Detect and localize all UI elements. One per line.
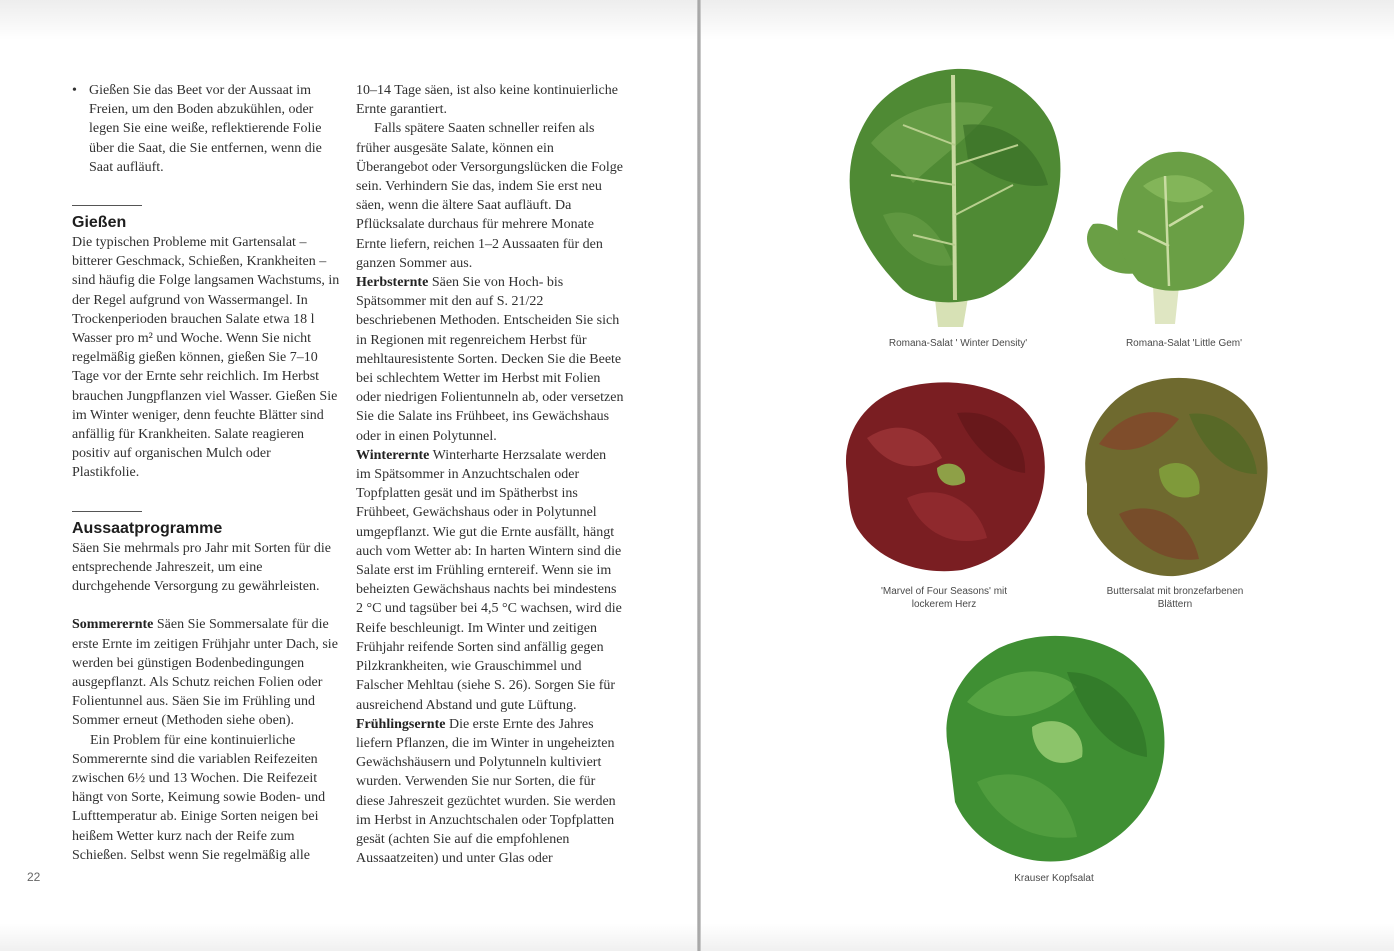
little-gem-lettuce-photo [1083, 146, 1253, 328]
section-divider [72, 205, 142, 206]
little-gem-leaves [1117, 152, 1244, 291]
crisp-lettuce-photo [937, 632, 1171, 864]
bullet-item [72, 81, 340, 177]
continuation-paragraph: 10–14 Tage säen, ist also keine kontinuierliche Ernte garantiert. [356, 83, 618, 118]
winter-text: Winterharte Herzsalate werden im Spätsommer in Anzuchtschalen oder Topfplatten gesät und im Spätherbst ins Frühbeet, Gewächshaus oder in Polytunnel umgepflanzt. Wie gut die Ernte ausfällt, hängt auch vom Wetter ab: In harten Wintern sind die Salate erst im Frühling erntereif. Wenn sie im beheizten Gewächshaus nachts bei mindestens 2 °C und tagsüber bei 4,5 °C wachsen, wird die Reife beschleunigt. Im Winter und zeitigen Frühjahr reifende Sorten sind anfällig gegen Pilzkrankheiten, wie Grauschimmel und Falscher Mehltau (siehe S. 26). Sorgen Sie für ausreichend Abstand und gute Lüftung. [356, 447, 622, 713]
romaine-lettuce-photo [843, 65, 1067, 330]
bullet-symbol: • [72, 83, 77, 98]
red-lettuce-photo [837, 378, 1051, 574]
spring-text: Die erste Ernte des Jahres liefern Pflanzen, die im Winter in ungeheizten Gewächshäusern und Polytunneln kultiviert wurden. Verwenden Sie nur Sorten, die für diese Jahreszeit gezüchtet wurden. Sie werden im Herbst in Anzuchtschalen oder Topfplatten gesät (achten Sie auf die empfohlenen Aussaatzeiten) und unter Glas oder [356, 716, 616, 867]
section-divider [72, 511, 142, 512]
autumn-paragraph [356, 273, 624, 446]
caption-line: Romana-Salat 'Little Gem' [1125, 338, 1243, 349]
autumn-run-in: Herbsternte [356, 275, 429, 291]
section-heading-giessen: Gießen [72, 214, 127, 232]
caption-line: Romana-Salat ' Winter Density' [888, 338, 1028, 349]
text-column-1 [72, 81, 340, 865]
winter-paragraph [356, 446, 624, 715]
right-page [701, 0, 1394, 951]
caption-little-gem [1101, 337, 1267, 350]
caption-line: Buttersalat mit bronzefarbenen [1106, 586, 1244, 597]
section-heading-aussaatprogramme: Aussaatprogramme [72, 519, 223, 537]
text-column-2 [356, 81, 624, 868]
bullet-text: Gießen Sie das Beet vor der Aussaat im Freien, um den Boden abzukühlen, oder legen Sie eine weiße, reflektierende Folie über die Saat, die Sie entfernen, wenn die Saat aufläuft. [89, 83, 322, 175]
spring-run-in: Frühlingsernte [356, 716, 446, 732]
giessen-body: Die typischen Probleme mit Gartensalat – bitterer Geschmack, Schießen, Krankheiten – sind häufig die Folge langsamen Wachstums, in der Regel aufgrund von Wassermangel. In Trockenperioden brauchen Salate etwa 18 l Wasser pro m² und Woche. Wenn Sie nicht regelmäßig gießen können, gießen Sie 7–10 Tage vor der Ernte sehr reichlich. Im Herbst brauchen Jungpflanzen viel Wasser. Gießen Sie im Winter weniger, denn feuchte Blätter sind anfällig für Krankheiten. Salate reagieren positiv auf organischen Mulch oder Plastikfolie. [72, 235, 340, 481]
summer-paragraph [72, 615, 340, 730]
page-number: 22 [27, 870, 41, 884]
spring-paragraph [356, 715, 624, 869]
caption-line: 'Marvel of Four Seasons' mit [880, 586, 1008, 597]
caption-line: Krauser Kopfsalat [1014, 873, 1094, 884]
winter-run-in: Winterernte [356, 447, 430, 463]
caption-bronze-butterhead [1079, 585, 1271, 611]
caption-crisp-lettuce [954, 872, 1154, 885]
problem-paragraph: Ein Problem für eine kontinuierliche Sommerernte sind die variablen Reifezeiten zwischen 6½ und 13 Wochen. Die Reifezeit hängt von Sorte, Keimung sowie Boden- und Lufttemperatur ab. Einige Sorten neigen bei heißem Wetter kurz nach der Reife zum Schießen. Selbst wenn Sie regelmäßig alle [72, 732, 326, 863]
caption-line: Blättern [1157, 599, 1193, 610]
autumn-text: Säen Sie von Hoch- bis Spätsommer mit den auf S. 21/22 beschriebenen Methoden. Entscheiden Sie sich in Regionen mit regenreichem Herbst für mehltauresistente Sorten. Decken Sie die Beete bei schlechtem Wetter im Herbst mit Folien oder niedrigen Folientunneln ab, oder versetzen Sie die Salate ins Frühbeet, ins Gewächshaus oder in einen Polytunnel. [356, 275, 624, 444]
caption-romaine-winter-density [851, 337, 1065, 350]
aussaat-body: Säen Sie mehrmals pro Jahr mit Sorten für die entsprechende Jahreszeit, um eine durchgehende Versorgung zu gewährleisten. [72, 540, 331, 595]
summer-run-in: Sommerernte [72, 617, 154, 633]
bronze-butterhead-photo [1079, 374, 1271, 578]
caption-line: lockerem Herz [911, 599, 977, 610]
caption-marvel-four-seasons [841, 585, 1047, 611]
summer-text: Säen Sie Sommersalate für die erste Ernte im zeitigen Frühjahr unter Dach, sie werden bei günstigen Bodenbedingungen ausgepflanzt. Als Schutz reichen Folien oder Folientunnel aus. Säen Sie im Frühling und Sommer erneut (Methoden siehe oben). [72, 617, 338, 729]
later-paragraph: Falls spätere Saaten schneller reifen als früher ausgesäte Salate, können ein Überangebot oder Versorgungslücken die Folge sein. Verhindern Sie das, indem Sie erst neu säen, wenn die ältere Saat aufläuft. Da Pflücksalate durchaus für mehrere Monate Ernte liefern, reichen 1–2 Aussaaten für den ganzen Sommer aus. [356, 121, 623, 271]
